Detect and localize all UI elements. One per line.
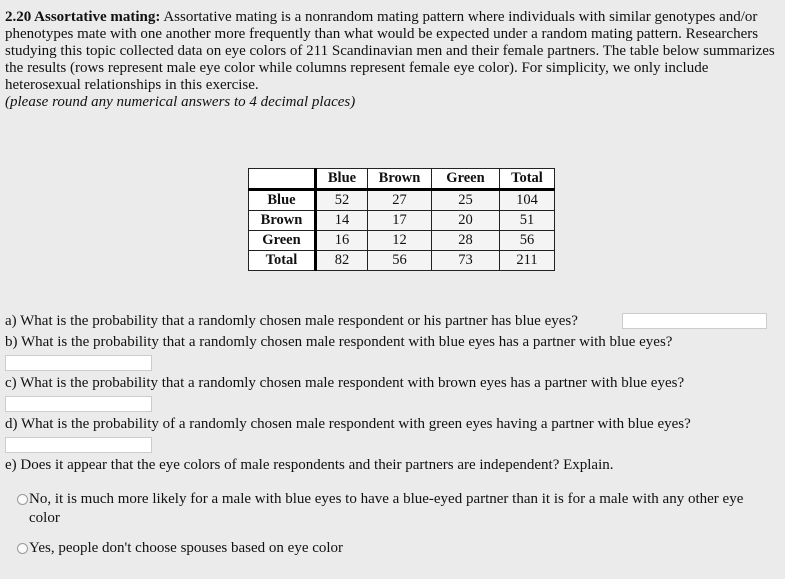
problem-statement — [5, 9, 780, 111]
table-cell: 104 — [500, 190, 555, 211]
table-cell: 14 — [316, 211, 368, 231]
radio-button[interactable] — [17, 543, 28, 554]
row-header: Brown — [249, 211, 316, 231]
table-cell: 82 — [316, 251, 368, 271]
table-cell: 52 — [316, 190, 368, 211]
table-cell: 25 — [432, 190, 500, 211]
table-cell: 56 — [368, 251, 432, 271]
question-b: b) What is the probability that a randomly chosen male respondent with blue eyes has a partner with blue eyes? — [5, 334, 673, 350]
row-header: Green — [249, 231, 316, 251]
table-row — [249, 231, 555, 251]
table-row — [249, 211, 555, 231]
radio-button[interactable] — [17, 494, 28, 505]
table-cell: 16 — [316, 231, 368, 251]
table-row — [249, 190, 555, 211]
table-cell: 51 — [500, 211, 555, 231]
table-cell: 17 — [368, 211, 432, 231]
answer-c-input[interactable] — [5, 396, 152, 412]
option-no[interactable] — [20, 490, 769, 528]
row-header: Blue — [249, 190, 316, 211]
column-header: Green — [432, 169, 500, 190]
option-yes[interactable] — [20, 539, 769, 558]
answer-b-input[interactable] — [5, 355, 152, 371]
eye-color-table — [248, 168, 555, 271]
question-e: e) Does it appear that the eye colors of male respondents and their partners are independent? Explain. — [5, 457, 614, 473]
option-label: No, it is much more likely for a male with blue eyes to have a blue-eyed partner than it is for a male with any other eye color — [29, 491, 744, 526]
rounding-hint: (please round any numerical answers to 4 decimal places) — [5, 94, 356, 110]
column-header: Blue — [316, 169, 368, 190]
table-header-row — [249, 169, 555, 190]
problem-text: Assortative mating is a nonrandom mating pattern where individuals with similar genotypes and/or phenotypes mate with one another more frequently than what would be expected under a random mating pattern. Researchers studying this topic collected data on eye colors of 211 Scandinavian men and their female partners. The table below summarizes the results (rows represent male eye color while columns represent female eye color). For simplicity, we only include heterosexual relationships in this exercise. — [5, 9, 775, 93]
table-cell: 28 — [432, 231, 500, 251]
row-header: Total — [249, 251, 316, 271]
answer-a-input[interactable] — [622, 313, 767, 329]
question-d: d) What is the probability of a randomly chosen male respondent with green eyes having a partner with blue eyes? — [5, 416, 691, 432]
table-cell: 12 — [368, 231, 432, 251]
table-row — [249, 251, 555, 271]
option-label: Yes, people don't choose spouses based on eye color — [29, 540, 344, 556]
question-a: a) What is the probability that a randomly chosen male respondent or his partner has blue eyes? — [5, 313, 578, 329]
table-cell: 20 — [432, 211, 500, 231]
answer-d-input[interactable] — [5, 437, 152, 453]
table-cell: 211 — [500, 251, 555, 271]
corner-cell — [249, 169, 316, 190]
table-cell: 73 — [432, 251, 500, 271]
column-header: Total — [500, 169, 555, 190]
column-header: Brown — [368, 169, 432, 190]
question-c: c) What is the probability that a randomly chosen male respondent with brown eyes has a partner with blue eyes? — [5, 375, 685, 391]
problem-number: 2.20 Assortative mating: — [5, 9, 161, 25]
table-cell: 56 — [500, 231, 555, 251]
table-cell: 27 — [368, 190, 432, 211]
